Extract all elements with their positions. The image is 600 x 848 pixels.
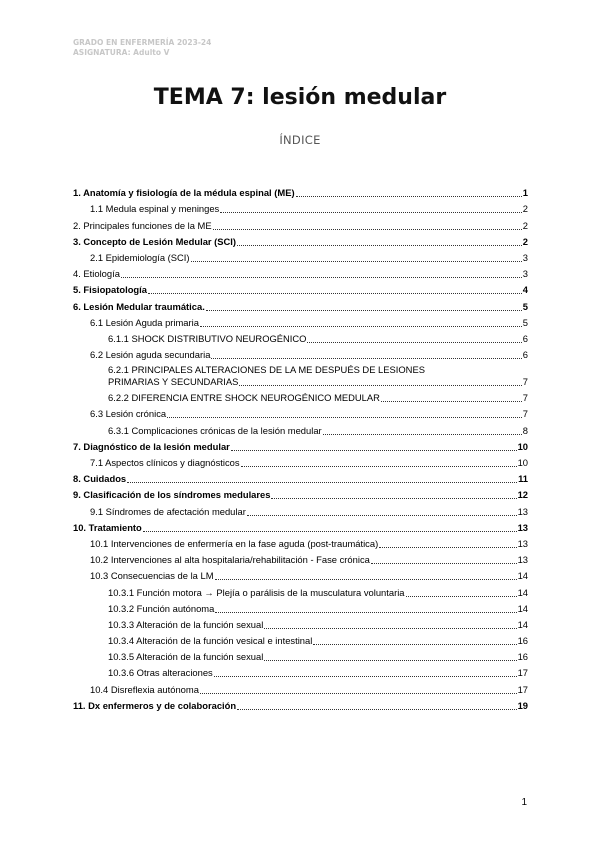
toc-entry-page: 4	[522, 284, 528, 296]
toc-dot-leader	[237, 700, 516, 710]
toc-entry-title: 2. Principales funciones de la ME	[73, 219, 212, 231]
toc-entry-title: 6.3.1 Complicaciones crónicas de la lesión medular	[108, 424, 322, 436]
toc-entry[interactable]	[73, 663, 528, 679]
toc-entry-title: 11. Dx enfermeros y de colaboración	[73, 699, 237, 711]
toc-dot-leader	[381, 392, 522, 402]
toc-entry[interactable]	[73, 582, 528, 598]
toc-entry-title: 1.1 Medula espinal y meninges	[90, 203, 220, 215]
toc-entry-page: 13	[517, 521, 528, 533]
toc-dot-leader	[211, 349, 521, 359]
toc-dot-leader	[323, 425, 522, 435]
toc-dot-leader	[206, 301, 522, 311]
toc-entry-title: 10.3.6 Otras alteraciones	[108, 667, 213, 679]
toc-entry-title: 3. Concepto de Lesión Medular (SCI)	[73, 235, 237, 247]
toc-entry-page: 8	[522, 424, 528, 436]
toc-dot-leader	[313, 635, 516, 645]
toc-entry-page: 10	[517, 457, 528, 468]
toc-entry[interactable]	[73, 345, 528, 361]
toc-dot-leader	[143, 522, 517, 532]
toc-dot-leader	[379, 538, 516, 548]
toc-dot-leader	[148, 284, 522, 294]
toc-entry[interactable]	[73, 437, 528, 453]
toc-entry-page: 5	[522, 300, 528, 312]
toc-entry-page: 14	[517, 586, 528, 598]
toc-entry[interactable]	[73, 388, 528, 404]
toc-dot-leader	[241, 457, 517, 467]
toc-entry-title: 6.2.1 PRINCIPALES ALTERACIONES DE LA ME DESPUÉS DE LESIONES	[108, 364, 425, 376]
toc-entry-title: 6. Lesión Medular traumática.	[73, 300, 205, 312]
toc-entry-page: 7	[522, 376, 528, 388]
toc-entry-page: 16	[517, 651, 528, 663]
toc-entry-page: 17	[517, 667, 528, 679]
toc-entry[interactable]	[73, 264, 528, 280]
toc-entry-page: 2	[522, 203, 528, 215]
toc-entry-page: 14	[517, 602, 528, 614]
toc-dot-leader	[213, 220, 522, 230]
toc-entry-page: 6	[522, 349, 528, 361]
toc-entry[interactable]	[73, 631, 528, 647]
toc-entry-page: 13	[517, 554, 528, 566]
toc-entry[interactable]	[73, 485, 528, 501]
toc-entry[interactable]	[73, 183, 528, 199]
toc-dot-leader	[167, 408, 522, 418]
toc-entry[interactable]	[73, 599, 528, 615]
toc-entry[interactable]	[73, 679, 528, 695]
toc-entry-page: 17	[517, 683, 528, 695]
toc-entry-page: 10	[517, 440, 528, 452]
toc-entry-title: 4. Etiología	[73, 268, 120, 280]
toc-entry[interactable]	[73, 248, 528, 264]
toc-entry[interactable]	[73, 453, 528, 469]
toc-dot-leader	[271, 489, 516, 499]
toc-entry-title: 7.1 Aspectos clínicos y diagnósticos	[90, 457, 240, 468]
toc-entry[interactable]	[73, 566, 528, 582]
page-title: TEMA 7: lesión medular	[153, 85, 447, 110]
toc-dot-leader	[214, 667, 517, 677]
toc-entry-title: 1. Anatomía y fisiología de la médula espinal (ME)	[73, 187, 295, 199]
toc-dot-leader	[247, 506, 517, 516]
toc-entry[interactable]	[73, 647, 528, 663]
toc-dot-leader	[215, 603, 516, 613]
toc-dot-leader	[371, 554, 517, 564]
toc-entry[interactable]	[73, 232, 528, 248]
toc-entry-title: 6.1 Lesión Aguda primaria	[90, 316, 199, 328]
toc-dot-leader	[200, 317, 522, 327]
toc-entry[interactable]	[73, 404, 528, 420]
toc-dot-leader	[239, 376, 521, 386]
header-course: GRADO EN ENFERMERÍA 2023-24	[73, 38, 212, 47]
toc-entry-title: 9. Clasificación de los síndromes medulares	[73, 489, 271, 501]
toc-entry-page: 12	[517, 489, 528, 501]
toc-entry[interactable]	[73, 696, 528, 712]
toc-entry-title: 10.1 Intervenciones de enfermería en la fase aguda (post-traumática)	[90, 537, 379, 549]
toc-entry-title: 6.2.2 DIFERENCIA ENTRE SHOCK NEUROGÉNICO MEDULAR	[108, 392, 380, 404]
toc-dot-leader	[296, 187, 522, 197]
toc-entry-page: 2	[522, 219, 528, 231]
toc-entry-page: 3	[522, 251, 528, 263]
toc-dot-leader	[307, 333, 521, 343]
toc-entry-title: 10.3.3 Alteración de la función sexual	[108, 618, 264, 630]
toc-entry-page: 13	[517, 505, 528, 517]
toc-entry-title: 10.3 Consecuencias de la LM	[90, 570, 214, 582]
toc-dot-leader	[220, 203, 522, 213]
toc-dot-leader	[127, 473, 517, 483]
toc-entry-title: 10. Tratamiento	[73, 521, 142, 533]
toc-entry[interactable]	[73, 518, 528, 534]
toc-dot-leader	[200, 684, 517, 694]
toc-entry-title: 10.2 Intervenciones al alta hospitalaria/rehabilitación - Fase crónica	[90, 554, 370, 566]
toc-entry-title: 5. Fisiopatología	[73, 284, 147, 296]
toc-entry-title: 6.2 Lesión aguda secundaria	[90, 349, 211, 361]
toc-entry-page: 6	[522, 332, 528, 344]
toc-entry-title: 6.3 Lesión crónica	[90, 408, 167, 420]
toc-entry-title: 10.3.1 Función motora → Plejía o parálisis de la musculatura voluntaria	[108, 586, 405, 598]
toc-entry-page: 3	[522, 268, 528, 280]
toc-dot-leader	[231, 441, 517, 451]
toc-dot-leader	[406, 587, 517, 597]
toc-dot-leader	[215, 570, 517, 580]
toc-entry-title: 6.1.1 SHOCK DISTRIBUTIVO NEUROGÉNICO	[108, 332, 307, 344]
toc-entry-page: 7	[522, 408, 528, 420]
toc-entry-page: 14	[517, 570, 528, 582]
toc-entry[interactable]	[73, 329, 528, 345]
toc-entry-title-cont: PRIMARIAS Y SECUNDARIAS	[108, 376, 239, 388]
toc-entry-title: 8. Cuidados	[73, 473, 127, 485]
toc-entry-page: 2	[522, 235, 528, 247]
toc-entry-page: 16	[517, 635, 528, 647]
toc-entry[interactable]	[73, 615, 528, 631]
toc-entry[interactable]	[73, 313, 528, 329]
toc-entry[interactable]	[73, 361, 528, 388]
toc-entry[interactable]	[73, 296, 528, 312]
toc-dot-leader	[264, 619, 516, 629]
toc-entry[interactable]	[73, 501, 528, 517]
toc-dot-leader	[191, 252, 522, 262]
toc-entry-title: 10.4 Disreflexia autónoma	[90, 683, 199, 695]
toc-entry-page: 11	[518, 473, 528, 485]
toc-entry-title: 10.3.5 Alteración de la función sexual	[108, 651, 264, 663]
page-number: 1	[521, 797, 527, 808]
toc-dot-leader	[264, 651, 516, 661]
toc-dot-leader	[237, 236, 522, 246]
toc-entry-title: 2.1 Epidemiología (SCI)	[90, 251, 190, 263]
toc-entry[interactable]	[73, 469, 528, 485]
toc-entry-page: 5	[522, 316, 528, 328]
toc-entry-page: 1	[522, 187, 528, 199]
toc-entry-page: 14	[517, 618, 528, 630]
toc-entry[interactable]	[73, 199, 528, 215]
toc-entry-page: 19	[517, 699, 528, 711]
toc-entry-page: 13	[517, 537, 528, 549]
toc-entry-title: 9.1 Síndromes de afectación medular	[90, 505, 246, 517]
toc-dot-leader	[121, 268, 522, 278]
toc-entry[interactable]	[73, 420, 528, 436]
header-subject: ASIGNATURA: Adulto V	[73, 48, 170, 57]
document-header	[73, 38, 211, 58]
table-of-contents	[73, 183, 528, 712]
index-heading: ÍNDICE	[279, 133, 321, 147]
toc-entry[interactable]	[73, 215, 528, 231]
toc-entry[interactable]	[73, 550, 528, 566]
toc-entry-title: 7. Diagnóstico de la lesión medular	[73, 440, 230, 452]
toc-entry[interactable]	[73, 534, 528, 550]
toc-entry[interactable]	[73, 280, 528, 296]
toc-entry-page: 7	[522, 392, 528, 404]
toc-entry-title: 10.3.2 Función autónoma	[108, 602, 215, 614]
toc-entry-title: 10.3.4 Alteración de la función vesical e intestinal	[108, 635, 313, 647]
